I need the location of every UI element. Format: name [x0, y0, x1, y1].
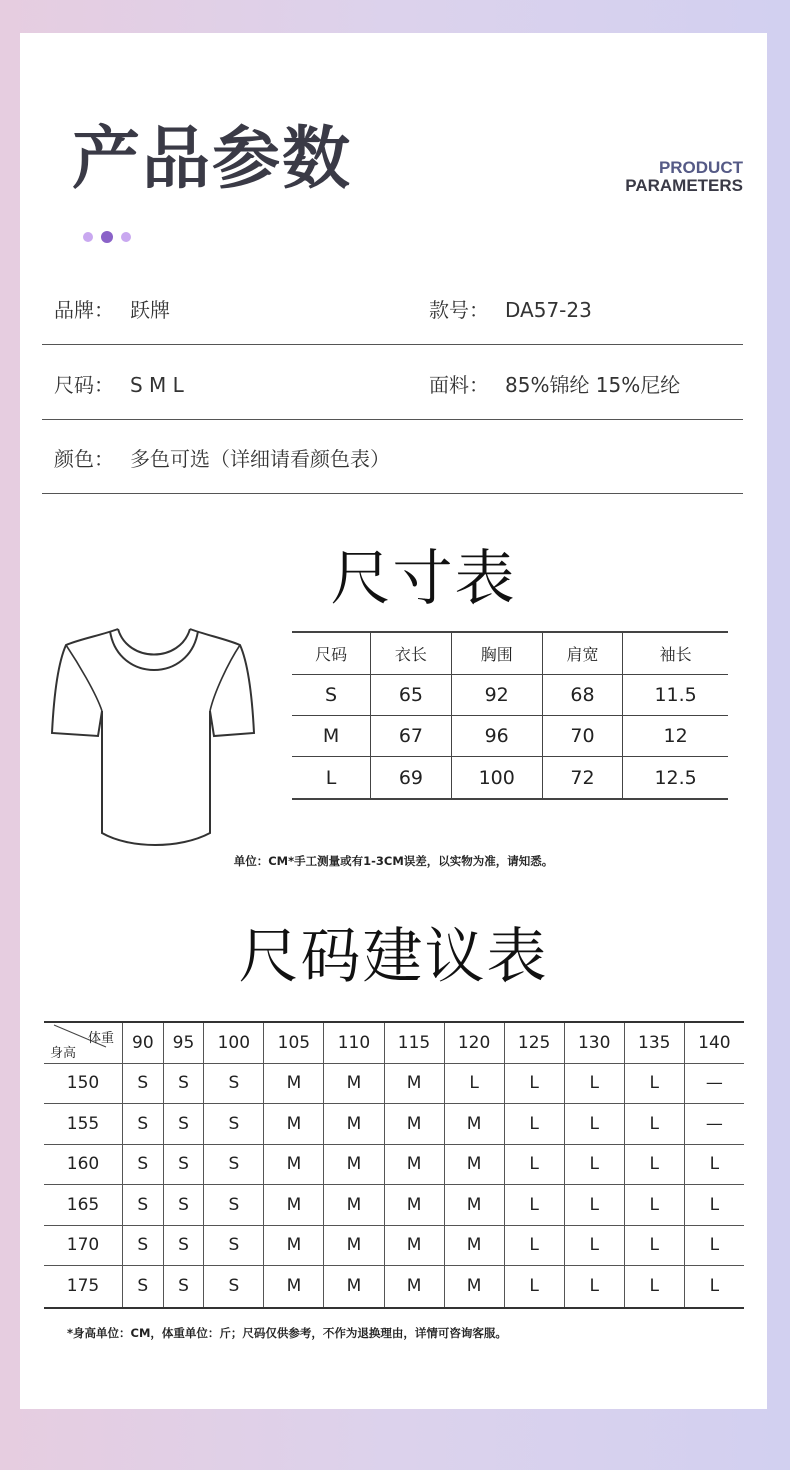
- table-cell: M: [292, 716, 370, 757]
- recommend-title: 尺码建议表: [238, 922, 549, 992]
- info-row-brand: [42, 275, 743, 345]
- table-header-cell: 袖长: [622, 633, 728, 675]
- table-row: [44, 1145, 744, 1186]
- height-cell: 170: [44, 1226, 122, 1267]
- product-card: [20, 33, 767, 1409]
- table-cell: M: [263, 1104, 323, 1145]
- table-cell: L: [325, 766, 337, 789]
- table-cell: M: [323, 1104, 383, 1145]
- table-row: [44, 1185, 744, 1226]
- model-label: 款号：: [429, 298, 489, 322]
- dot-icon: [121, 232, 131, 242]
- table-cell: L: [504, 1145, 564, 1186]
- brand-field: [54, 275, 170, 345]
- table-cell: S: [163, 1185, 204, 1226]
- table-row: [292, 716, 728, 757]
- color-value: 多色可选（详细请看颜色表）: [130, 447, 390, 471]
- height-cell: 165: [44, 1185, 122, 1226]
- table-cell: L: [504, 1185, 564, 1226]
- table-cell: M: [263, 1145, 323, 1186]
- table-cell: M: [444, 1185, 504, 1226]
- table-header-cell: 95: [163, 1023, 204, 1064]
- table-corner-cell: [44, 1023, 122, 1064]
- table-cell: 12.5: [622, 757, 728, 798]
- table-cell: M: [323, 1145, 383, 1186]
- color-label: 颜色：: [54, 447, 114, 471]
- table-cell: M: [323, 1185, 383, 1226]
- table-cell: M: [444, 1266, 504, 1307]
- table-header-row: [44, 1023, 744, 1064]
- table-header-cell: 胸围: [451, 633, 542, 675]
- size-chart-note: 单位：CM*手工测量或有1-3CM误差，以实物为准，请知悉。: [233, 854, 554, 868]
- table-cell: 67: [370, 716, 451, 757]
- table-cell: L: [504, 1266, 564, 1307]
- table-cell: L: [504, 1104, 564, 1145]
- table-header-cell: 115: [384, 1023, 444, 1064]
- table-cell: S: [122, 1185, 163, 1226]
- table-cell: L: [564, 1064, 624, 1105]
- table-header-cell: 105: [263, 1023, 323, 1064]
- table-row: [292, 757, 728, 798]
- table-cell: 96: [451, 716, 542, 757]
- table-cell: M: [384, 1266, 444, 1307]
- height-cell: 175: [66, 1276, 100, 1297]
- table-header-cell: 130: [564, 1023, 624, 1064]
- decorative-dots: [83, 231, 131, 243]
- table-row: [44, 1104, 744, 1145]
- table-cell: —: [684, 1064, 744, 1105]
- table-cell: L: [624, 1266, 684, 1307]
- fabric-label: 面料：: [429, 373, 489, 397]
- table-row: [292, 675, 728, 716]
- recommend-table: [44, 1021, 744, 1309]
- table-cell: 11.5: [622, 675, 728, 716]
- table-cell: S: [163, 1266, 204, 1307]
- table-header-cell: 110: [323, 1023, 383, 1064]
- size-value: S M L: [130, 373, 184, 397]
- table-cell: M: [263, 1226, 323, 1267]
- table-cell: S: [122, 1064, 163, 1105]
- tshirt-outline-icon: [50, 623, 260, 853]
- dot-icon: [101, 231, 113, 243]
- table-cell: M: [444, 1104, 504, 1145]
- table-cell: M: [384, 1145, 444, 1186]
- table-cell: M: [444, 1145, 504, 1186]
- table-cell: L: [564, 1145, 624, 1186]
- model-value: DA57-23: [505, 298, 592, 322]
- table-cell: M: [323, 1226, 383, 1267]
- table-row: [44, 1226, 744, 1267]
- table-cell: M: [323, 1266, 383, 1307]
- table-header-cell: 125: [504, 1023, 564, 1064]
- table-cell: S: [163, 1104, 204, 1145]
- table-cell: L: [564, 1226, 624, 1267]
- page-title: 产品参数: [72, 120, 353, 199]
- table-header-cell: 120: [444, 1023, 504, 1064]
- table-cell: S: [203, 1064, 263, 1105]
- table-cell: L: [684, 1145, 744, 1186]
- size-chart-title: 尺寸表: [330, 544, 517, 614]
- table-cell: S: [203, 1185, 263, 1226]
- table-cell: S: [122, 1104, 163, 1145]
- table-cell: —: [684, 1104, 744, 1145]
- table-cell: S: [122, 1266, 163, 1307]
- table-cell: 72: [542, 757, 623, 798]
- table-header-cell: 140: [684, 1023, 744, 1064]
- table-header-cell: 衣长: [370, 633, 451, 675]
- table-cell: M: [323, 1064, 383, 1105]
- table-row: [44, 1064, 744, 1105]
- table-header-cell: 100: [203, 1023, 263, 1064]
- height-cell: 150: [44, 1064, 122, 1105]
- corner-height-label: 身高: [50, 1045, 77, 1061]
- table-cell: S: [203, 1104, 263, 1145]
- table-header-cell: 尺码: [292, 633, 370, 675]
- table-cell: L: [504, 1226, 564, 1267]
- table-cell: M: [384, 1064, 444, 1105]
- table-cell: M: [263, 1064, 323, 1105]
- brand-label: 品牌：: [54, 298, 114, 322]
- table-cell: L: [504, 1064, 564, 1105]
- table-cell: S: [292, 675, 370, 716]
- brand-value: 跃牌: [130, 298, 170, 322]
- size-field: [54, 350, 184, 420]
- recommend-note: *身高单位：CM，体重单位：斤；尺码仅供参考，不作为退换理由，详情可咨询客服。: [67, 1326, 507, 1340]
- table-cell: L: [684, 1266, 744, 1307]
- table-cell: S: [163, 1145, 204, 1186]
- table-cell: S: [122, 1226, 163, 1267]
- table-cell: L: [624, 1226, 684, 1267]
- table-cell: 69: [370, 757, 451, 798]
- table-cell: L: [444, 1064, 504, 1105]
- height-cell: 160: [44, 1145, 122, 1186]
- table-cell: L: [624, 1064, 684, 1105]
- info-row-color: [42, 424, 743, 494]
- table-cell: M: [384, 1226, 444, 1267]
- model-field: [429, 275, 592, 345]
- dot-icon: [83, 232, 93, 242]
- size-label: 尺码：: [54, 373, 114, 397]
- table-cell: 12: [622, 716, 728, 757]
- subtitle-line-1: PRODUCT: [658, 158, 743, 177]
- table-cell: M: [263, 1266, 323, 1307]
- table-cell: L: [624, 1104, 684, 1145]
- height-cell: 155: [44, 1104, 122, 1145]
- table-cell: 65: [370, 675, 451, 716]
- corner-weight-label: 体重: [87, 1031, 114, 1046]
- table-cell: S: [203, 1226, 263, 1267]
- table-cell: S: [203, 1266, 263, 1307]
- table-cell: 70: [542, 716, 623, 757]
- table-cell: L: [624, 1145, 684, 1186]
- table-cell: L: [624, 1185, 684, 1226]
- table-header-cell: 肩宽: [542, 633, 623, 675]
- fabric-field: [429, 350, 680, 420]
- table-cell: L: [684, 1185, 744, 1226]
- table-cell: 68: [542, 675, 623, 716]
- table-cell: L: [684, 1226, 744, 1267]
- size-chart-table: [292, 631, 728, 800]
- table-cell: L: [564, 1185, 624, 1226]
- table-header-row: [292, 633, 728, 675]
- table-header-cell: 135: [624, 1023, 684, 1064]
- page-subtitle: [625, 159, 743, 195]
- table-row: [44, 1266, 744, 1307]
- table-cell: S: [163, 1226, 204, 1267]
- table-cell: M: [444, 1226, 504, 1267]
- table-header-cell: 90: [122, 1023, 163, 1064]
- table-cell: M: [384, 1104, 444, 1145]
- subtitle-line-2: PARAMETERS: [625, 176, 743, 195]
- table-cell: M: [384, 1185, 444, 1226]
- table-cell: S: [163, 1064, 204, 1105]
- table-cell: L: [564, 1266, 624, 1307]
- info-row-size: [42, 350, 743, 420]
- table-cell: 100: [451, 757, 542, 798]
- table-cell: S: [203, 1145, 263, 1186]
- table-cell: S: [122, 1145, 163, 1186]
- fabric-value: 85%锦纶 15%尼纶: [505, 373, 681, 397]
- table-cell: M: [263, 1185, 323, 1226]
- table-cell: L: [564, 1104, 624, 1145]
- color-field: [54, 424, 390, 494]
- table-cell: 92: [451, 675, 542, 716]
